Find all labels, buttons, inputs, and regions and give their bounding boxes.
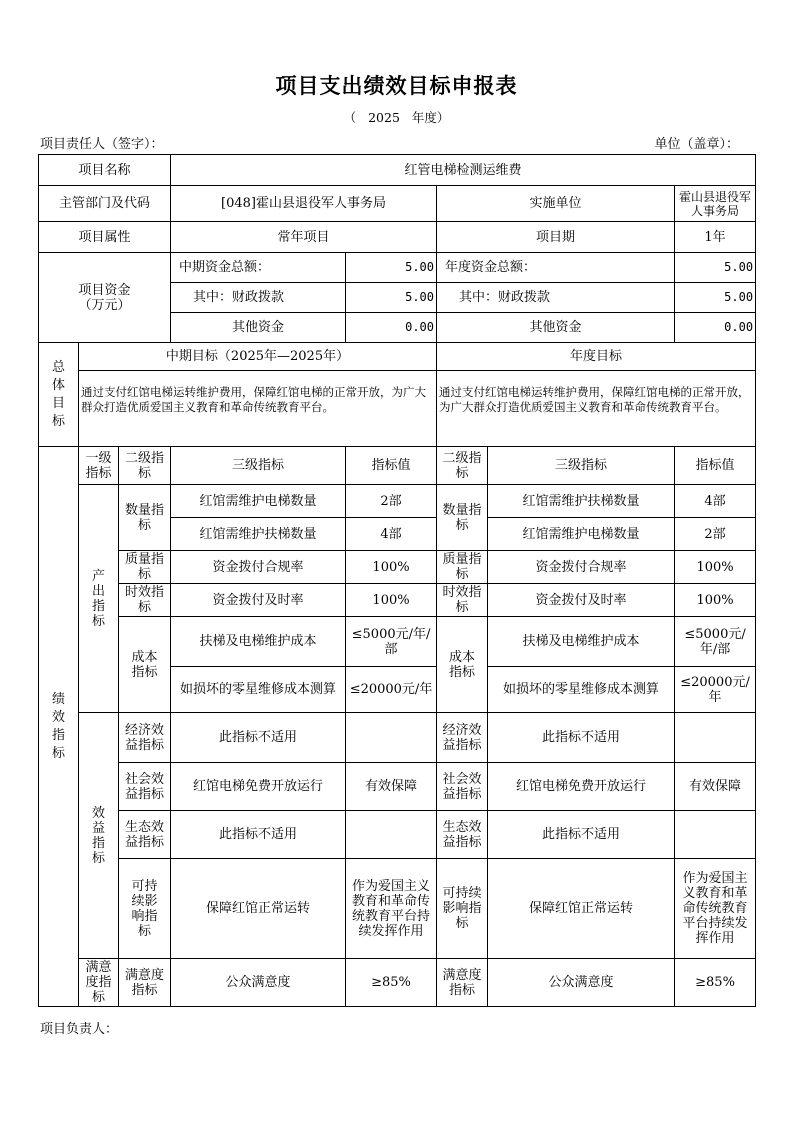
mid-sat1-value: ≥85% [346, 959, 437, 1007]
mid-goal-text: 通过支付红馆电梯运转维护费用，保障红馆电梯的正常开放，为广大群众打造优质爱国主义教育和革命传统教育平台。 [79, 371, 437, 447]
year-quality1: 资金拨付合规率 [488, 551, 675, 584]
row-time [39, 584, 756, 617]
year-sustain1-value: 作为爱国主义教育和革命传统教育平台持续发挥作用 [675, 859, 756, 959]
mid-quality-label: 质量指标 [119, 551, 171, 584]
mid-eco-label: 生态效益指标 [119, 811, 171, 859]
row-social [39, 763, 756, 811]
mid-goal-header: 中期目标（2025年—2025年） [79, 343, 437, 371]
year-goal-text: 通过支付红馆电梯运转维护费用，保障红馆电梯的正常开放，为广大群众打造优质爱国主义教育和革命传统教育平台。 [437, 371, 756, 447]
mid-qty1: 红馆需维护电梯数量 [171, 485, 346, 518]
mid-eco1: 此指标不适用 [171, 811, 346, 859]
fund-label: 项目资金（万元） [39, 253, 171, 343]
effect-indicator-label: 效益指标 [79, 713, 119, 959]
mid-sustain1-value: 作为爱国主义教育和革命传统教育平台持续发挥作用 [346, 859, 437, 959]
mid-econ1-value [346, 713, 437, 763]
mid-sat-label: 满意度指标 [119, 959, 171, 1007]
mid-time1-value: 100% [346, 584, 437, 617]
mid-time1: 资金拨付及时率 [171, 584, 346, 617]
year-sat1-value: ≥85% [675, 959, 756, 1007]
year-cost1: 扶梯及电梯维护成本 [488, 617, 675, 667]
year-qty1: 红馆需维护扶梯数量 [488, 485, 675, 518]
year-total-value: 5.00 [675, 253, 756, 283]
row-goal-header [39, 343, 756, 371]
year-qty1-value: 4部 [675, 485, 756, 518]
level1-header: 一级指标 [79, 447, 119, 485]
year-time1: 资金拨付及时率 [488, 584, 675, 617]
year-econ1-value [675, 713, 756, 763]
mid-other-value: 0.00 [346, 313, 437, 343]
attr-label: 项目属性 [39, 222, 171, 253]
year-sustain1: 保障红馆正常运转 [488, 859, 675, 959]
mid-social1: 红馆电梯免费开放运行 [171, 763, 346, 811]
year-goal-header: 年度目标 [437, 343, 756, 371]
year-econ-label: 经济效益指标 [437, 713, 488, 763]
year-cost2-value: ≤20000元/年 [675, 667, 756, 713]
year-fiscal-value: 5.00 [675, 283, 756, 313]
performance-goal-table [38, 154, 756, 1007]
mid-qty-label: 数量指标 [119, 485, 171, 551]
row-fund-total [39, 253, 756, 283]
year-qty2: 红馆需维护电梯数量 [488, 518, 675, 551]
unit-seal-label: 单位（盖章）： [654, 137, 739, 152]
project-name-value: 红管电梯检测运维费 [171, 155, 756, 186]
row-satisfaction [39, 959, 756, 1007]
row-quality [39, 551, 756, 584]
mid-level2-header: 二级指标 [119, 447, 171, 485]
mid-level3-header: 三级指标 [171, 447, 346, 485]
project-leader-label: 项目负责人： [40, 1022, 119, 1037]
year-eco1: 此指标不适用 [488, 811, 675, 859]
year-time1-value: 100% [675, 584, 756, 617]
year-social-label: 社会效益指标 [437, 763, 488, 811]
year-quality1-value: 100% [675, 551, 756, 584]
mid-cost2: 如损坏的零星维修成本测算 [171, 667, 346, 713]
year-sat1: 公众满意度 [488, 959, 675, 1007]
period-label: 项目期 [437, 222, 675, 253]
row-attribute [39, 222, 756, 253]
year-econ1: 此指标不适用 [488, 713, 675, 763]
year-other-label: 其他资金 [437, 313, 675, 343]
year-sat-label: 满意度指标 [437, 959, 488, 1007]
page-title: 项目支出绩效目标申报表 [275, 74, 518, 98]
mid-social1-value: 有效保障 [346, 763, 437, 811]
year-cost-label: 成本指标 [437, 617, 488, 713]
mid-econ-label: 经济效益指标 [119, 713, 171, 763]
project-name-label: 项目名称 [39, 155, 171, 186]
mid-quality1: 资金拨付合规率 [171, 551, 346, 584]
mid-cost-label: 成本指标 [119, 617, 171, 713]
year-eco-label: 生态效益指标 [437, 811, 488, 859]
attr-value: 常年项目 [171, 222, 437, 253]
satisfaction-indicator-label: 满意度指标 [79, 959, 119, 1007]
mid-fiscal-value: 5.00 [346, 283, 437, 313]
row-project-name [39, 155, 756, 186]
responsible-signature-label: 项目责任人（签字）： [40, 137, 164, 152]
overall-goal-label: 总体目标 [39, 343, 79, 447]
row-goal-text [39, 371, 756, 447]
year-other-value: 0.00 [675, 313, 756, 343]
year-cost2: 如损坏的零星维修成本测算 [488, 667, 675, 713]
row-cost-1 [39, 617, 756, 667]
dept-value: [048]霍山县退役军人事务局 [171, 186, 437, 222]
mid-sustain1: 保障红馆正常运转 [171, 859, 346, 959]
mid-value-header: 指标值 [346, 447, 437, 485]
year-time-label: 时效指标 [437, 584, 488, 617]
row-eco [39, 811, 756, 859]
mid-cost2-value: ≤20000元/年 [346, 667, 437, 713]
mid-quality1-value: 100% [346, 551, 437, 584]
row-department [39, 186, 756, 222]
mid-time-label: 时效指标 [119, 584, 171, 617]
year-total-label: 年度资金总额： [437, 253, 675, 283]
year-value-header: 指标值 [675, 447, 756, 485]
perf-label: 绩效指标 [39, 447, 79, 1007]
year-line: （ 2025 年度） [343, 110, 450, 125]
mid-qty2-value: 4部 [346, 518, 437, 551]
mid-sustain-label: 可持续影响指标 [119, 859, 171, 959]
mid-social-label: 社会效益指标 [119, 763, 171, 811]
mid-fiscal-label: 其中：财政拨款 [171, 283, 346, 313]
year-sustain-label: 可持续影响指标 [437, 859, 488, 959]
mid-eco1-value [346, 811, 437, 859]
mid-qty1-value: 2部 [346, 485, 437, 518]
mid-total-value: 5.00 [346, 253, 437, 283]
mid-qty2: 红馆需维护扶梯数量 [171, 518, 346, 551]
year-level2-header: 二级指标 [437, 447, 488, 485]
mid-econ1: 此指标不适用 [171, 713, 346, 763]
row-perf-header [39, 447, 756, 485]
year-cost1-value: ≤5000元/年/部 [675, 617, 756, 667]
mid-other-label: 其他资金 [171, 313, 346, 343]
year-level3-header: 三级指标 [488, 447, 675, 485]
output-indicator-label: 产出指标 [79, 485, 119, 713]
row-sustain [39, 859, 756, 959]
year-qty-label: 数量指标 [437, 485, 488, 551]
impl-value: 霍山县退役军人事务局 [675, 186, 756, 222]
mid-sat1: 公众满意度 [171, 959, 346, 1007]
row-econ [39, 713, 756, 763]
period-value: 1年 [675, 222, 756, 253]
mid-cost1: 扶梯及电梯维护成本 [171, 617, 346, 667]
year-social1-value: 有效保障 [675, 763, 756, 811]
year-eco1-value [675, 811, 756, 859]
mid-cost1-value: ≤5000元/年/部 [346, 617, 437, 667]
impl-label: 实施单位 [437, 186, 675, 222]
year-social1: 红馆电梯免费开放运行 [488, 763, 675, 811]
year-qty2-value: 2部 [675, 518, 756, 551]
row-qty-1 [39, 485, 756, 518]
dept-label: 主管部门及代码 [39, 186, 171, 222]
year-quality-label: 质量指标 [437, 551, 488, 584]
year-fiscal-label: 其中：财政拨款 [437, 283, 675, 313]
mid-total-label: 中期资金总额： [171, 253, 346, 283]
